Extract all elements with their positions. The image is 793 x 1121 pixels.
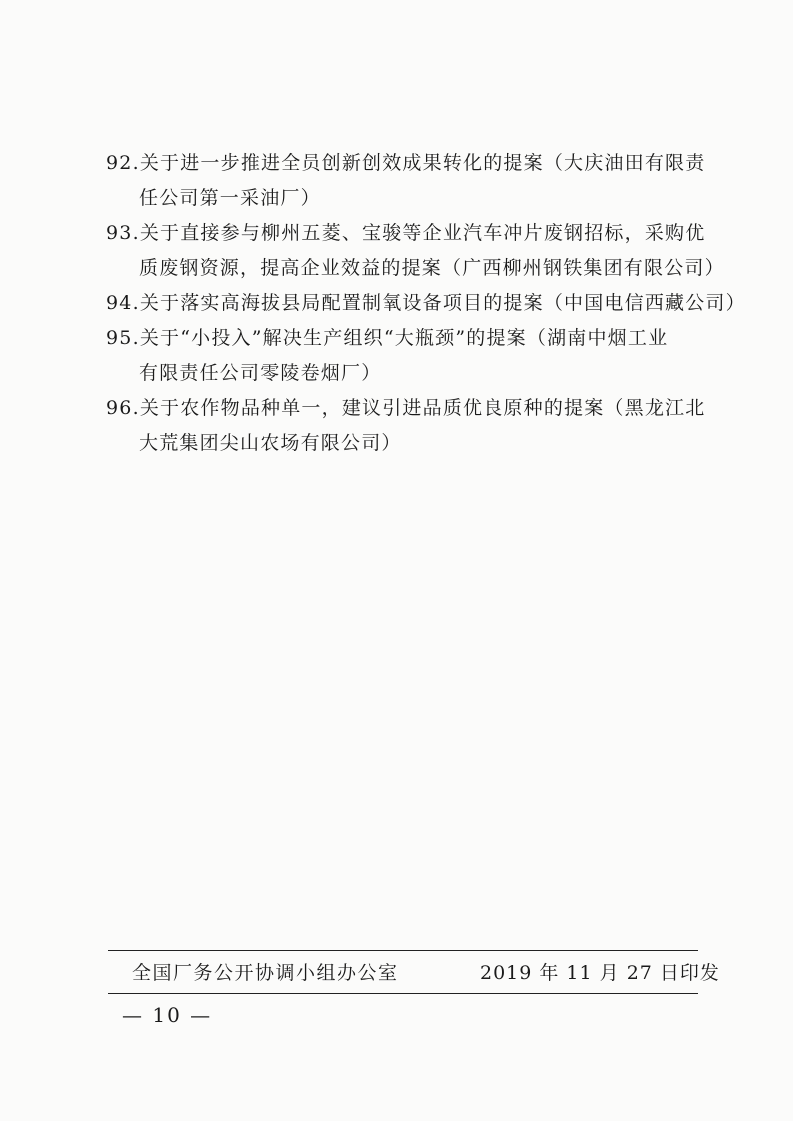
list-item-line: 94.关于落实高海拔县局配置制氧设备项目的提案（中国电信西藏公司）	[106, 292, 746, 314]
list-item-line: 93.关于直接参与柳州五菱、宝骏等企业汽车冲片废钢招标，采购优	[106, 222, 706, 244]
list-item-line: 大荒集团尖山农场有限公司）	[139, 432, 402, 454]
issue-date: 2019 年 11 月 27 日印发	[480, 962, 720, 984]
list-item-line: 质废钢资源，提高企业效益的提案（广西柳州钢铁集团有限公司）	[139, 257, 725, 279]
list-item	[106, 391, 706, 461]
footer-bottom-rule	[108, 993, 698, 994]
list-item-line: 任公司第一采油厂）	[139, 187, 321, 209]
list-item	[106, 286, 746, 321]
list-item	[106, 146, 706, 216]
list-item-line: 96.关于农作物品种单一，建议引进品质优良原种的提案（黑龙江北	[106, 397, 706, 419]
proposal-list	[106, 146, 746, 461]
footer-top-rule	[108, 950, 698, 951]
issuing-organization: 全国厂务公开协调小组办公室	[132, 962, 399, 984]
list-item-line: 95.关于“小投入”解决生产组织“大瓶颈”的提案（湖南中烟工业	[106, 327, 669, 349]
list-item-line: 有限责任公司零陵卷烟厂）	[139, 362, 382, 384]
list-item	[106, 216, 725, 286]
list-item	[106, 321, 706, 391]
list-item-line: 92.关于进一步推进全员创新创效成果转化的提案（大庆油田有限责	[106, 152, 706, 174]
page-number: — 10 —	[122, 1003, 213, 1027]
